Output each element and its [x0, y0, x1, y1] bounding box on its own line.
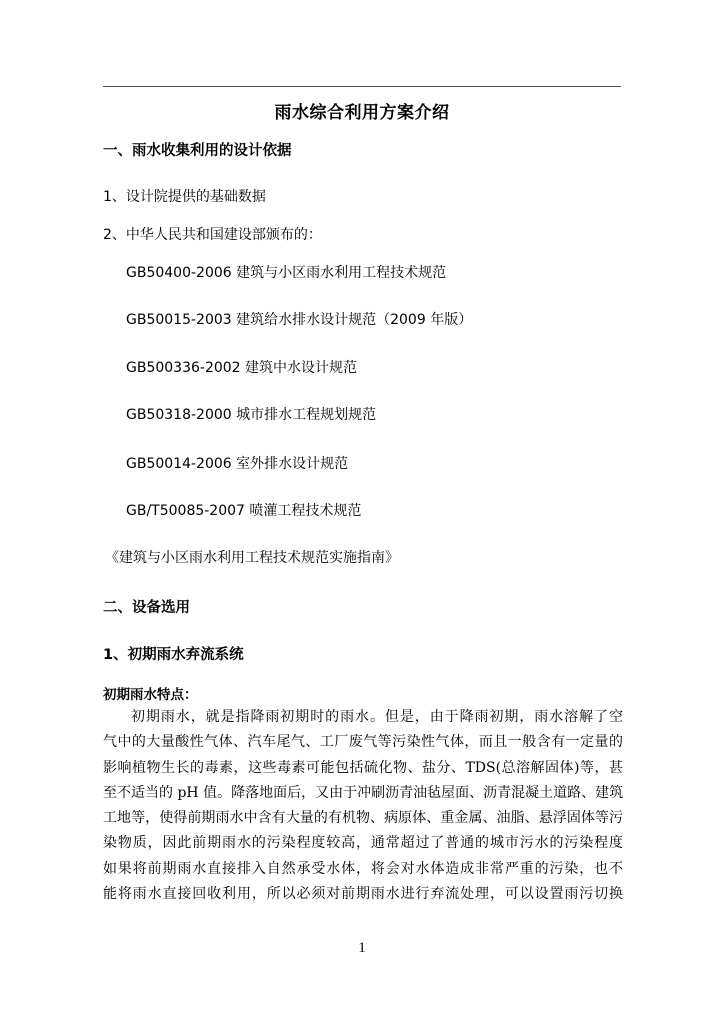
standard-item: GB50015-2003 建筑给水排水设计规范（2009 年版） [126, 312, 473, 328]
page-number: 1 [358, 940, 366, 956]
paragraph-line: 能将雨水直接回收利用，所以必须对前期雨水进行弃流处理，可以设置雨污切换 [103, 886, 623, 903]
standard-item: GB/T50085-2007 喷灌工程技术规范 [126, 503, 362, 519]
section-heading-equipment: 二、设备选用 [103, 600, 190, 616]
standard-item: GB500336-2002 建筑中水设计规范 [126, 360, 358, 376]
paragraph-line: 初期雨水，就是指降雨初期时的雨水。但是，由于降雨初期，雨水溶解了空 [131, 709, 623, 725]
first-flush-paragraph [103, 705, 623, 907]
subsection-heading-first-flush: 1、初期雨水弃流系统 [103, 647, 244, 663]
section-heading-design-basis: 一、雨水收集利用的设计依据 [103, 143, 292, 159]
basis-item-1: 1、设计院提供的基础数据 [103, 189, 266, 205]
header-rule [103, 86, 621, 87]
standard-item: GB50014-2006 室外排水设计规范 [126, 456, 349, 472]
standard-item: GB50400-2006 建筑与小区雨水利用工程技术规范 [126, 265, 447, 281]
implementation-guide: 《建筑与小区雨水利用工程技术规范实施指南》 [105, 550, 399, 566]
paragraph-line: 染物质，因此前期雨水的污染程度较高，通常超过了普通的城市污水的污染程度 [103, 835, 623, 852]
paragraph-line: 至不适当的 pH 值。降落地面后，又由于冲刷沥青油毡屋面、沥青混凝土道路、建筑 [103, 784, 624, 801]
standard-item: GB50318-2000 城市排水工程规划规范 [126, 407, 377, 423]
paragraph-line: 影响植物生长的毒素，这些毒素可能包括硫化物、盐分、TDS(总溶解固体)等，甚 [103, 759, 623, 776]
basis-item-2: 2、中华人民共和国建设部颁布的： [103, 227, 322, 243]
paragraph-line: 工地等，使得前期雨水中含有大量的有机物、病原体、重金属、油脂、悬浮固体等污 [103, 810, 623, 827]
document-title: 雨水综合利用方案介绍 [274, 103, 450, 123]
paragraph-line: 气中的大量酸性气体、汽车尾气、工厂废气等污染性气体，而且一般含有一定量的 [103, 734, 623, 751]
first-flush-features-label: 初期雨水特点： [103, 687, 198, 703]
paragraph-line: 如果将前期雨水直接排入自然承受水体，将会对水体造成非常严重的污染，也不 [103, 860, 623, 877]
